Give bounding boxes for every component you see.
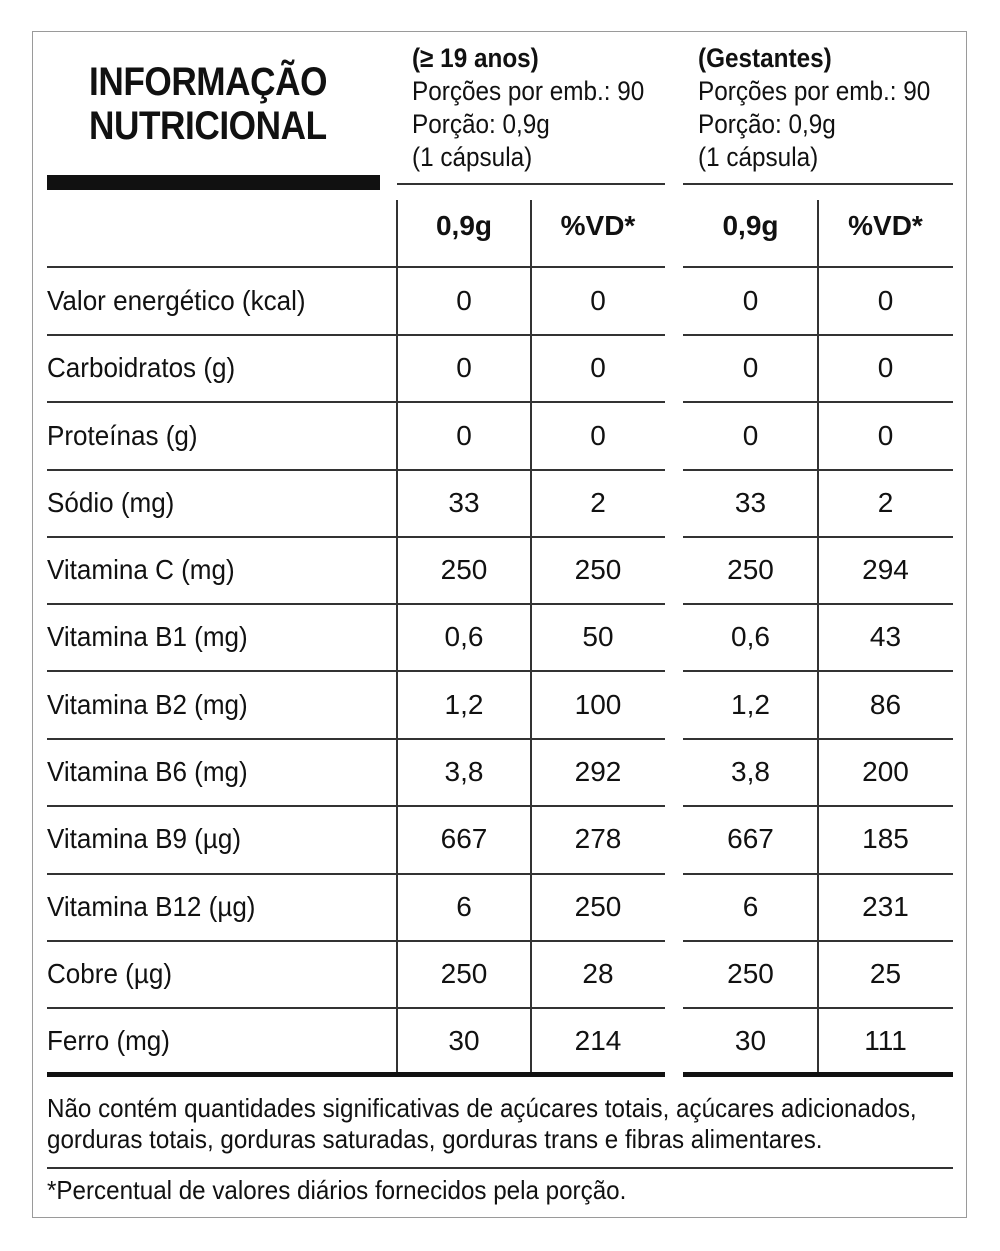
value-amount-pregnant: 33 bbox=[734, 487, 767, 518]
value-amount-adults: 33 bbox=[448, 487, 480, 518]
value-vd-pregnant: 25 bbox=[869, 958, 902, 989]
value-vd-pregnant: 111 bbox=[864, 1025, 907, 1056]
portion-size: Porção: 0,9g bbox=[698, 109, 836, 139]
nutrient-label: Carboidratos (g) bbox=[47, 352, 236, 383]
value-vd-adults: 278 bbox=[574, 823, 622, 854]
nutrient-label: Vitamina B2 (mg) bbox=[47, 689, 248, 720]
value-amount-pregnant: 667 bbox=[727, 823, 774, 854]
footnote-not-significant bbox=[47, 1093, 917, 1155]
servings-per-package: Porções por emb.: 90 bbox=[412, 76, 645, 106]
value-amount-adults: 3,8 bbox=[444, 756, 484, 787]
value-vd-pregnant: 0 bbox=[877, 420, 894, 451]
value-amount-pregnant: 0 bbox=[742, 285, 759, 316]
value-amount-pregnant: 0 bbox=[742, 352, 759, 383]
nutrient-label: Ferro (mg) bbox=[47, 1025, 170, 1056]
nutrient-label: Vitamina B12 (µg) bbox=[47, 891, 256, 922]
portion-unit: (1 cápsula) bbox=[412, 142, 533, 172]
servings-per-package: Porções por emb.: 90 bbox=[698, 76, 931, 106]
value-vd-adults: 0 bbox=[590, 352, 606, 383]
nutrient-label: Vitamina C (mg) bbox=[47, 554, 235, 585]
footnote-divider bbox=[47, 1167, 953, 1169]
value-vd-adults: 50 bbox=[582, 621, 614, 652]
col-header-amount-adults: 0,9g bbox=[435, 210, 493, 241]
value-amount-adults: 6 bbox=[456, 891, 472, 922]
value-amount-adults: 1,2 bbox=[444, 689, 484, 720]
value-vd-adults: 100 bbox=[574, 689, 622, 720]
nutrient-label: Vitamina B6 (mg) bbox=[47, 756, 248, 787]
footnote-daily-values: *Percentual de valores diários fornecidos pela porção. bbox=[47, 1175, 627, 1205]
value-vd-pregnant: 185 bbox=[862, 823, 909, 854]
value-amount-pregnant: 6 bbox=[742, 891, 759, 922]
value-amount-pregnant: 0,6 bbox=[731, 621, 770, 652]
value-vd-adults: 292 bbox=[574, 756, 622, 787]
value-vd-pregnant: 86 bbox=[869, 689, 902, 720]
value-vd-adults: 0 bbox=[590, 420, 606, 451]
value-vd-pregnant: 231 bbox=[862, 891, 909, 922]
value-vd-adults: 2 bbox=[590, 487, 606, 518]
value-vd-adults: 250 bbox=[574, 554, 622, 585]
group-divider-adults bbox=[397, 183, 665, 185]
value-amount-adults: 0 bbox=[456, 285, 472, 316]
value-vd-pregnant: 200 bbox=[862, 756, 909, 787]
value-amount-pregnant: 250 bbox=[727, 554, 774, 585]
value-amount-pregnant: 0 bbox=[742, 420, 759, 451]
value-amount-pregnant: 1,2 bbox=[731, 689, 770, 720]
value-vd-adults: 28 bbox=[582, 958, 614, 989]
col-header-amount-pregnant: 0,9g bbox=[722, 210, 779, 241]
nutrient-label: Sódio (mg) bbox=[47, 487, 175, 518]
label-title bbox=[89, 60, 344, 148]
nutrient-label: Cobre (µg) bbox=[47, 958, 172, 989]
value-amount-adults: 667 bbox=[440, 823, 488, 854]
value-vd-adults: 250 bbox=[574, 891, 622, 922]
value-vd-pregnant: 294 bbox=[862, 554, 909, 585]
value-vd-adults: 0 bbox=[590, 285, 606, 316]
value-amount-adults: 250 bbox=[440, 958, 488, 989]
nutrient-label: Vitamina B9 (µg) bbox=[47, 823, 241, 854]
footnote-line: Não contém quantidades significativas de açúcares totais, açúcares adicionados, bbox=[47, 1093, 917, 1123]
value-amount-adults: 0 bbox=[456, 352, 472, 383]
group-header-pregnant bbox=[698, 42, 930, 174]
value-amount-adults: 250 bbox=[440, 554, 488, 585]
value-amount-adults: 30 bbox=[448, 1025, 480, 1056]
value-amount-pregnant: 250 bbox=[727, 958, 774, 989]
value-amount-pregnant: 30 bbox=[734, 1025, 767, 1056]
value-amount-adults: 0 bbox=[456, 420, 472, 451]
col-header-vd-adults: %VD* bbox=[560, 210, 636, 241]
col-header-vd-pregnant: %VD* bbox=[848, 210, 923, 241]
value-vd-pregnant: 0 bbox=[877, 352, 894, 383]
value-vd-pregnant: 0 bbox=[877, 285, 894, 316]
value-vd-pregnant: 2 bbox=[877, 487, 894, 518]
title-line-1: INFORMAÇÃO bbox=[89, 60, 328, 104]
nutrient-label: Vitamina B1 (mg) bbox=[47, 621, 248, 652]
value-amount-adults: 0,6 bbox=[444, 621, 484, 652]
value-amount-pregnant: 3,8 bbox=[731, 756, 770, 787]
group-header-adults bbox=[412, 42, 644, 174]
value-vd-pregnant: 43 bbox=[869, 621, 902, 652]
value-vd-adults: 214 bbox=[574, 1025, 622, 1056]
nutrient-label: Proteínas (g) bbox=[47, 420, 198, 451]
group-divider-pregnant bbox=[683, 183, 953, 185]
portion-size: Porção: 0,9g bbox=[412, 109, 550, 139]
group-name: (Gestantes) bbox=[698, 43, 832, 73]
title-underline-bar bbox=[47, 175, 380, 190]
portion-unit: (1 cápsula) bbox=[698, 142, 819, 172]
nutrient-label: Valor energético (kcal) bbox=[47, 285, 306, 316]
group-name: (≥ 19 anos) bbox=[412, 43, 539, 73]
footnote-line: gorduras totais, gorduras saturadas, gorduras trans e fibras alimentares. bbox=[47, 1124, 823, 1154]
title-line-2: NUTRICIONAL bbox=[89, 104, 327, 148]
